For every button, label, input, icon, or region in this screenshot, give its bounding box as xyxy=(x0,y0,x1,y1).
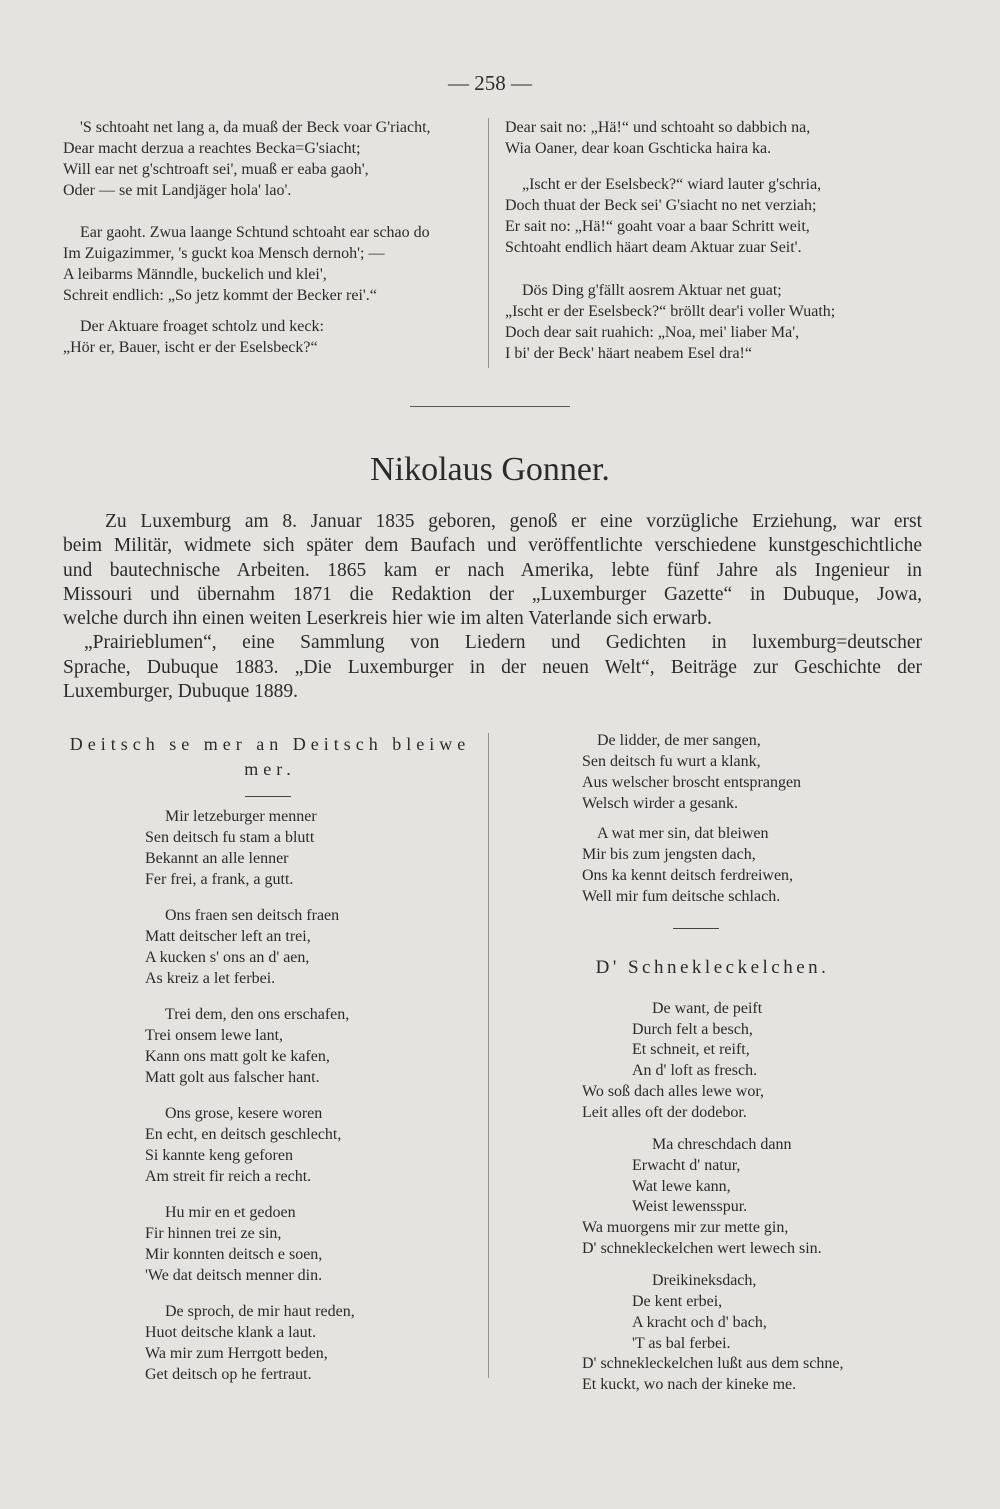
stanza xyxy=(505,730,925,814)
verse-line: Im Zuigazimmer, 's guckt koa Mensch dernoh'; — xyxy=(63,245,385,262)
author-heading: Nikolaus Gonner. xyxy=(370,451,610,488)
verse-line: De kent erbei, xyxy=(632,1293,723,1311)
verse-line: 'T as bal ferbei. xyxy=(632,1334,731,1352)
poem-deitsch-right-column xyxy=(505,730,925,916)
verse-line: Mir bis zum jengsten dach, xyxy=(582,846,756,863)
author-biography xyxy=(63,510,922,704)
column-divider xyxy=(488,733,489,1378)
text-line: Missouri und übernahm 1871 die Redaktion der „Luxemburger Gazette“ in Dubuque, Jowa, xyxy=(63,583,922,605)
stanza xyxy=(63,1103,483,1187)
verse-line: A leibarms Männdle, buckelich und klei', xyxy=(63,266,327,283)
stanza xyxy=(63,117,481,201)
verse-line: Matt golt aus falscher hant. xyxy=(145,1069,320,1086)
poem-title: D' Schnekleckelchen. xyxy=(595,957,830,978)
verse-line: Hu mir en et gedoen xyxy=(165,1204,296,1221)
verse-line: Schreit endlich: „So jetz kommt der Becker rei'.“ xyxy=(63,287,377,304)
verse-line: Wo soß dach alles lewe wor, xyxy=(582,1082,765,1100)
verse-line: Welsch wirder a gesank. xyxy=(582,795,738,812)
verse-line: „Ischt er der Eselsbeck?“ wiard lauter g'schria, xyxy=(522,176,822,193)
verse-line: Dreikineksdach, xyxy=(652,1272,757,1290)
text-line: „Prairieblumen“, eine Sammlung von Liedern und Gedichten in luxemburg=deutscher xyxy=(84,632,922,654)
verse-line: „Ischt er der Eselsbeck?“ bröllt dear'i voller Wuath; xyxy=(505,303,836,320)
stanza xyxy=(505,174,935,258)
verse-line: An d' loft as fresch. xyxy=(632,1062,758,1080)
verse-line: Mir letzeburger menner xyxy=(165,808,317,825)
stanza xyxy=(63,1202,483,1286)
verse-line: I bi' der Beck' häart neabem Esel dra!“ xyxy=(505,345,752,362)
verse-line: Doch thuat der Beck sei' G'siacht no net verziah; xyxy=(505,197,817,214)
title-rule xyxy=(673,928,719,929)
poem-continuation-left-column xyxy=(63,117,481,358)
verse-line: 'We dat deitsch menner din. xyxy=(145,1267,323,1284)
verse-line: Der Aktuare froaget schtolz und keck: xyxy=(80,318,324,335)
verse-line: Wa muorgens mir zur mette gin, xyxy=(582,1219,789,1237)
stanza xyxy=(63,1004,483,1088)
stanza xyxy=(63,316,481,358)
verse-line: Huot deitsche klank a laut. xyxy=(145,1324,317,1341)
verse-line: Fir hinnen trei ze sin, xyxy=(145,1225,282,1242)
verse-line: De sproch, de mir haut reden, xyxy=(165,1303,355,1320)
verse-line: As kreiz a let ferbei. xyxy=(145,970,276,987)
section-separator xyxy=(410,406,570,407)
paragraph xyxy=(63,631,922,704)
verse-line: 'S schtoaht net lang a, da muaß der Beck voar G'riacht, xyxy=(80,119,431,136)
verse-line: Trei onsem lewe lant, xyxy=(145,1027,284,1044)
verse-line: Well mir fum deitsche schlach. xyxy=(582,888,781,905)
verse-line: De want, de peift xyxy=(652,1000,763,1017)
verse-line: A kucken s' ons an d' aen, xyxy=(145,949,310,966)
poem-continuation-right-column xyxy=(505,117,935,364)
stanza xyxy=(505,999,925,1123)
verse-line: D' schnekleckelchen lußt aus dem schne, xyxy=(582,1355,844,1373)
text-line: Luxemburger, Dubuque 1889. xyxy=(63,681,298,703)
verse-line: „Hör er, Bauer, ischt er der Eselsbeck?“ xyxy=(63,339,318,356)
verse-line: Ons ka kennt deitsch ferdreiwen, xyxy=(582,867,794,884)
poem-schnekleckelchen xyxy=(505,999,925,1408)
verse-line: Ons grose, kesere woren xyxy=(165,1105,323,1122)
paragraph xyxy=(63,510,922,631)
verse-line: Er sait no: „Hä!“ goaht voar a baar Schritt weit, xyxy=(505,218,810,235)
verse-line: Mir konnten deitsch e soen, xyxy=(145,1246,323,1263)
text-line: Sprache, Dubuque 1883. „Die Luxemburger in der neuen Welt“, Beiträge zur Geschichte der xyxy=(63,656,922,678)
stanza xyxy=(505,1271,925,1395)
text-line: beim Militär, widmete sich später dem Baufach und veröffentlichte verschiedene kunstgeschichtliche xyxy=(63,535,922,557)
text-line: und bautechnische Arbeiten. 1865 kam er nach Amerika, lebte fünf Jahre als Ingenieur in xyxy=(63,559,922,581)
verse-line: Durch felt a besch, xyxy=(632,1020,753,1038)
verse-line: Wat lewe kann, xyxy=(632,1177,731,1195)
stanza xyxy=(63,806,483,890)
verse-line: Am streit fir reich a recht. xyxy=(145,1168,312,1185)
verse-line: En echt, en deitsch geschlecht, xyxy=(145,1126,342,1143)
verse-line: Et kuckt, wo nach der kineke me. xyxy=(582,1375,797,1393)
verse-line: Ons fraen sen deitsch fraen xyxy=(165,907,340,924)
verse-line: Erwacht d' natur, xyxy=(632,1156,741,1174)
verse-line: Schtoaht endlich häart deam Aktuar zuar Seit'. xyxy=(505,239,802,256)
stanza xyxy=(505,823,925,907)
text-line: welche durch ihn einen weiten Leserkreis hier wie im alten Vaterlande sich erwarb. xyxy=(63,608,712,630)
verse-line: Dear macht derzua a reachtes Becka=G'siacht; xyxy=(63,140,361,157)
verse-line: Dös Ding g'fällt aosrem Aktuar net guat; xyxy=(522,282,782,299)
verse-line: A kracht och d' bach, xyxy=(632,1313,767,1331)
poem-title-line: Deitsch se mer an Deitsch bleiwe xyxy=(69,734,471,754)
stanza xyxy=(63,222,481,306)
text-line: Zu Luxemburg am 8. Januar 1835 geboren, genoß er eine vorzügliche Erziehung, war erst xyxy=(105,511,922,532)
verse-line: Sen deitsch fu stam a blutt xyxy=(145,829,315,846)
verse-line: Fer frei, a frank, a gutt. xyxy=(145,871,294,888)
verse-line: A wat mer sin, dat bleiwen xyxy=(597,825,769,842)
verse-line: Dear sait no: „Hä!“ und schtoaht so dabbich na, xyxy=(505,119,811,136)
verse-line: Et schneit, et reift, xyxy=(632,1041,750,1059)
verse-line: Wa mir zum Herrgott beden, xyxy=(145,1345,328,1362)
verse-line: Trei dem, den ons erschafen, xyxy=(165,1006,350,1023)
stanza xyxy=(505,280,935,364)
verse-line: Aus welscher broscht entsprangen xyxy=(582,774,802,791)
column-divider xyxy=(488,118,489,368)
verse-line: Weist lewensspur. xyxy=(632,1198,748,1216)
stanza xyxy=(505,1135,925,1259)
verse-line: Ear gaoht. Zwua laange Schtund schtoaht ear schao do xyxy=(80,224,430,241)
verse-line: Ma chreschdach dann xyxy=(652,1136,792,1154)
verse-line: Bekannt an alle lenner xyxy=(145,850,289,867)
verse-line: Sen deitsch fu wurt a klank, xyxy=(582,753,761,770)
poem-title-line: mer. xyxy=(244,759,296,779)
verse-line: Wia Oaner, dear koan Gschticka haira ka. xyxy=(505,140,772,157)
verse-line: Get deitsch op he fertraut. xyxy=(145,1366,312,1383)
title-rule xyxy=(245,796,291,797)
stanza xyxy=(505,117,935,159)
stanza xyxy=(63,905,483,989)
poem-title xyxy=(63,732,477,782)
verse-line: De lidder, de mer sangen, xyxy=(597,732,761,749)
verse-line: Will ear net g'schtroaft sei', muaß er eaba gaoh', xyxy=(63,161,369,178)
verse-line: Leit alles oft der dodebor. xyxy=(582,1103,747,1121)
stanza xyxy=(63,1301,483,1385)
verse-line: Doch dear sait ruahich: „Noa, mei' liaber Ma', xyxy=(505,324,800,341)
poem-deitsch-left-column xyxy=(63,806,483,1400)
verse-line: Matt deitscher left an trei, xyxy=(145,928,311,945)
verse-line: Si kannte keng geforen xyxy=(145,1147,293,1164)
page-number: — 258 — xyxy=(448,71,532,95)
verse-line: Kann ons matt golt ke kafen, xyxy=(145,1048,330,1065)
verse-line: Oder — se mit Landjäger hola' lao'. xyxy=(63,182,292,199)
verse-line: D' schnekleckelchen wert lewech sin. xyxy=(582,1239,822,1257)
